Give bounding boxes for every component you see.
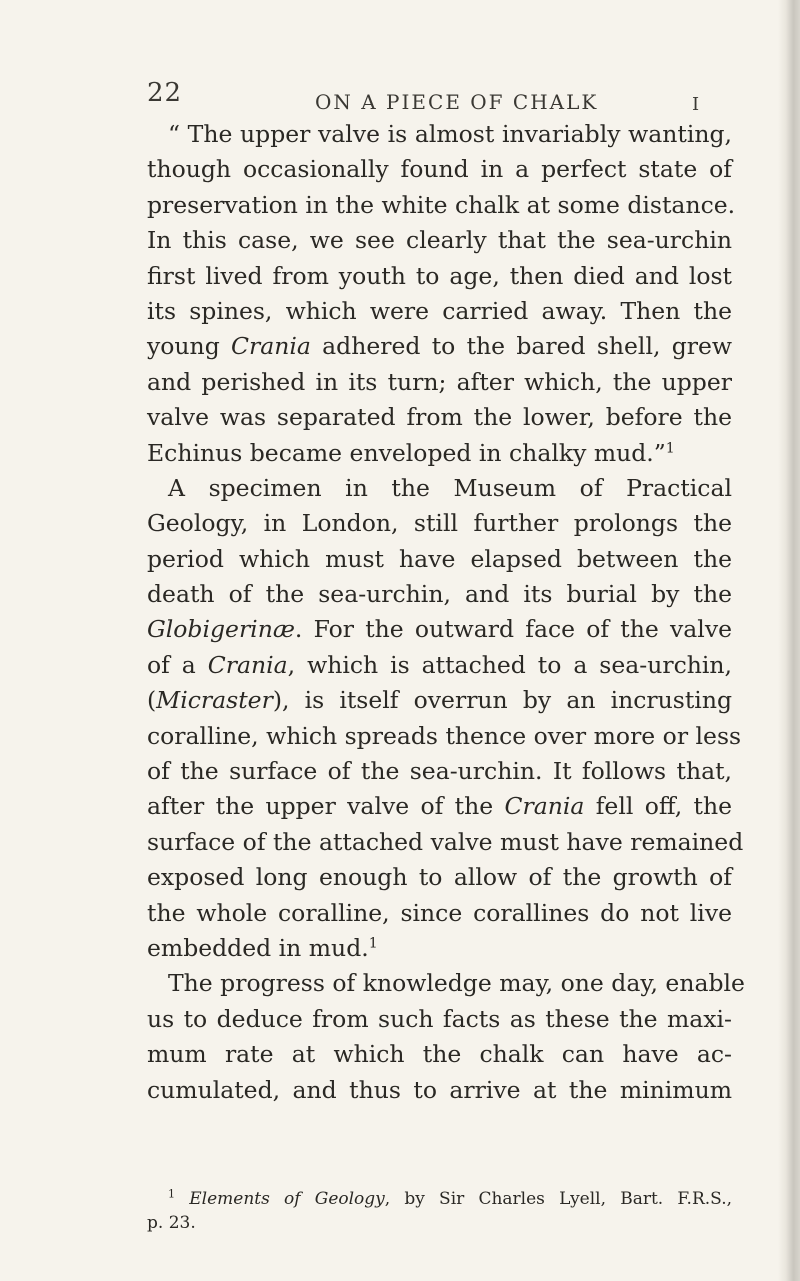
body-text — [147, 117, 745, 1108]
text-line: the whole coralline, since corallines do not live — [147, 898, 732, 927]
footnote-text: Elements of Geology, by Sir Charles Lyell, Bart. F.R.S., — [189, 1189, 732, 1209]
footnote-marker: 1 — [168, 1187, 176, 1201]
text-line: Echinus became enveloped in chalky mud.” — [147, 438, 666, 467]
text-line: of the surface of the sea-urchin. It follows that, — [147, 757, 732, 786]
page-edge-shadow — [778, 0, 800, 1281]
text-line: A specimen in the Museum of Practical — [168, 473, 732, 502]
page-number: 22 — [147, 78, 183, 108]
text-line: In this case, we see clearly that the sea-urchin — [147, 226, 732, 255]
footnote-line: p. 23. — [147, 1213, 196, 1233]
running-title: ON A PIECE OF CHALK — [315, 90, 599, 114]
chapter-numeral: I — [692, 94, 700, 115]
text-line: Globigerinæ. For the outward face of the valve — [147, 615, 732, 644]
text-line: its spines, which were carried away. Then the — [147, 296, 732, 325]
footnotes — [147, 1187, 732, 1235]
text-line: embedded in mud. — [147, 933, 369, 962]
footnote-line — [147, 1187, 732, 1211]
text-line: period which must have elapsed between the — [147, 544, 732, 573]
text-line: though occasionally found in a perfect state of — [147, 155, 732, 184]
text-line: surface of the attached valve must have remained — [147, 827, 744, 856]
text-line: The progress of knowledge may, one day, enable — [168, 969, 745, 998]
text-line: exposed long enough to allow of the growth of — [147, 863, 732, 892]
footnote-ref: 1 — [665, 440, 675, 457]
text-line-with-footnote — [147, 436, 732, 471]
text-line: of a Crania, which is attached to a sea-urchin, — [147, 650, 733, 679]
text-line: preservation in the white chalk at some distance. — [147, 190, 736, 219]
text-line: first lived from youth to age, then died and lost — [147, 261, 732, 290]
text-line-with-footnote — [147, 931, 732, 966]
text-line: Geology, in London, still further prolongs the — [147, 509, 732, 538]
text-line: and perished in its turn; after which, the upper — [147, 367, 732, 396]
text-line: “ The upper valve is almost invariably wanting, — [168, 120, 732, 148]
text-line: young Crania adhered to the bared shell, grew — [147, 332, 732, 361]
text-line: mum rate at which the chalk can have ac- — [147, 1040, 732, 1069]
page-header — [147, 68, 707, 115]
text-line: valve was separated from the lower, before the — [147, 403, 732, 432]
text-line: us to deduce from such facts as these the maxi- — [147, 1004, 732, 1033]
text-line: after the upper valve of the Crania fell off, the — [147, 792, 733, 821]
text-line: coralline, which spreads thence over more or less — [147, 721, 742, 750]
text-line: (Micraster), is itself overrun by an incrusting — [147, 686, 732, 715]
text-line: cumulated, and thus to arrive at the minimum — [147, 1075, 732, 1104]
footnote-ref: 1 — [368, 935, 378, 952]
text-line: death of the sea-urchin, and its burial by the — [147, 580, 732, 609]
